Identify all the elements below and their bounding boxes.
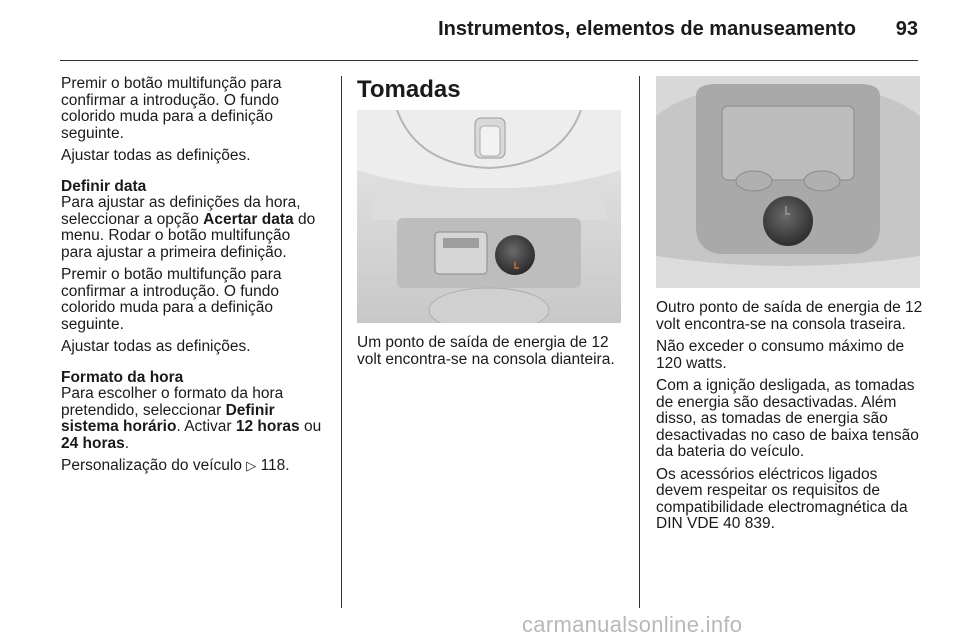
chapter-title: Instrumentos, elementos de manuseamento: [438, 18, 856, 40]
paragraph: Premir o botão multifunção para confirmar a introdução. O fundo colorido muda para a definição seguinte.: [61, 266, 282, 333]
paragraph: Os acessórios eléctricos ligados devem respeitar os requisitos de compatibilidade electromagnética da DIN VDE 40 839.: [656, 465, 908, 532]
column-divider-2: [639, 76, 640, 608]
paragraph: Não exceder o consumo máximo de 120 watts.: [656, 338, 905, 372]
subheading-set-date: Definir data: [61, 177, 147, 195]
paragraph: Premir o botão multifunção para confirmar a introdução. O fundo colorido muda para a definição seguinte.: [61, 75, 282, 142]
paragraph: Ajustar todas as definições.: [61, 338, 251, 355]
section-title: Tomadas: [357, 76, 461, 103]
option-12h: 12 horas: [235, 418, 300, 435]
figure-caption: Um ponto de saída de energia de 12 volt encontra-se na consola dianteira.: [357, 334, 615, 368]
paragraph: Ajustar todas as definições.: [61, 147, 251, 164]
header-divider: [60, 60, 918, 61]
paragraph: Para escolher o formato da hora pretendido, seleccionar Definir sistema horário. Activar 12 horas ou 24 horas.: [61, 385, 322, 452]
paragraph: Outro ponto de saída de energia de 12 volt encontra-se na consola traseira.: [656, 299, 923, 333]
text-column-1: [61, 76, 323, 481]
watermark: carmanualsonline.info: [522, 612, 743, 637]
paragraph: Para ajustar as definições da hora, seleccionar a opção Acertar data do menu. Rodar o botão multifunção para ajustar a primeira definição.: [61, 194, 316, 261]
subheading-time-format: Formato da hora: [61, 368, 184, 386]
rear-console-power-outlet-image: [656, 76, 920, 288]
page-number: 93: [895, 18, 918, 40]
paragraph-cross-reference: Personalização do veículo ▷ 118.: [61, 457, 290, 474]
front-console-power-outlet-image: [357, 110, 621, 323]
page-header: [60, 16, 918, 50]
column-divider-1: [341, 76, 342, 608]
cross-reference-arrow-icon: ▷: [246, 458, 257, 473]
option-24h: 24 horas: [61, 434, 125, 452]
text-column-3: [656, 76, 924, 539]
text-column-2: [357, 76, 619, 374]
menu-option-time-system: Definir sistema horário: [61, 401, 275, 435]
menu-option-set-date: Acertar data: [203, 210, 294, 228]
paragraph: Com a ignição desligada, as tomadas de energia são desactivadas. Além disso, as tomadas de energia são desactivadas no caso de baixa tensão da bateria do veículo.: [656, 377, 919, 460]
